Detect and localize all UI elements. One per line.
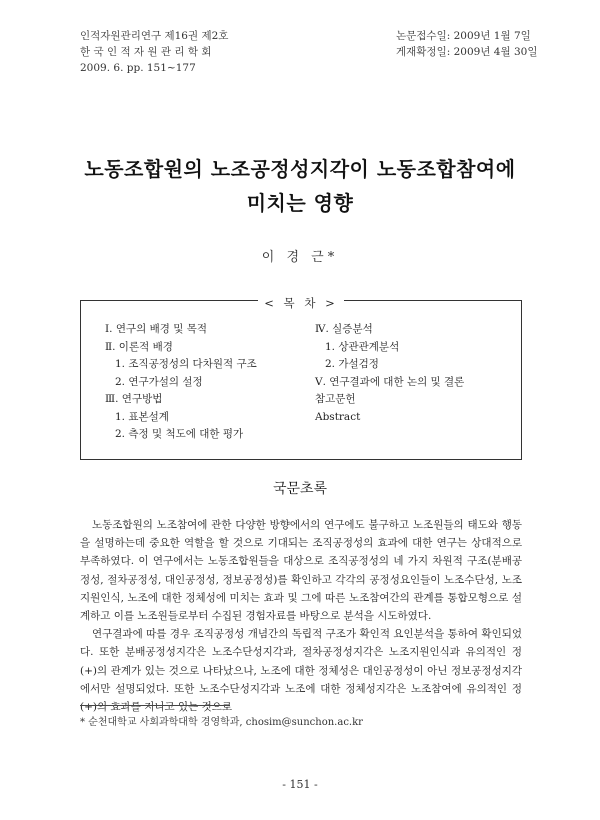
received-date: 논문접수일: 2009년 1월 7일	[396, 30, 531, 42]
page-number: - 151 -	[282, 778, 318, 791]
toc-item: 2. 가설검정	[325, 358, 379, 370]
toc-left-column	[105, 321, 257, 444]
paper-title	[0, 152, 600, 220]
title-line-2: 미치는 영향	[246, 191, 354, 215]
toc-label	[81, 292, 521, 311]
accepted-date: 게재확정일: 2009년 4월 30일	[396, 46, 538, 58]
toc-item: Ⅲ. 연구방법	[105, 393, 163, 405]
abstract-body	[80, 516, 522, 716]
title-line-1: 노동조합원의 노조공정성지각이 노동조합참여에	[84, 157, 516, 181]
journal-info	[80, 28, 228, 76]
abstract-paragraph: 연구결과에 따를 경우 조직공정성 개념간의 독립적 구조가 확인적 요인분석을 통하여 확인되었다. 또한 분배공정성지각은 노조수단성지각과, 절차공정성지각은 노조지원인식과 유의적인 정(+)의 관계가 있는 것으로 나타났으나, 노조에 대한 정체성은 대인공정성이 아닌 정보공정성지각에서만 설명되었다. 또한 노조수단성지각과 노조에 대한 정체성지각은 노조참여에 유의적인 정(+)의 효과를 지니고 있는 것으로	[80, 628, 522, 714]
submission-info	[396, 28, 537, 60]
journal-name: 인적자원관리연구 제16권 제2호	[80, 30, 229, 42]
toc-item: Ⅴ. 연구결과에 대한 논의 및 결론	[315, 375, 465, 388]
toc-item: Ⅳ. 실증분석	[315, 323, 373, 335]
toc-right-column	[315, 321, 464, 426]
toc-item: 참고문헌	[315, 393, 356, 405]
toc-item: Ⅰ. 연구의 배경 및 목적	[105, 323, 207, 335]
author: 이 경 근*	[261, 250, 339, 265]
footnote-rule	[80, 705, 230, 706]
footnote: * 순천대학교 사회과학대학 경영학과, chosim@sunchon.ac.kr	[80, 717, 363, 728]
toc-item: 2. 연구가설의 설정	[115, 375, 203, 388]
toc-item: 2. 측정 및 척도에 대한 평가	[115, 428, 244, 440]
issue-pages: 2009. 6. pp. 151∼177	[80, 62, 196, 74]
toc-item: 1. 상관관계분석	[325, 340, 400, 353]
table-of-contents	[80, 296, 522, 460]
toc-item: 1. 조직공정성의 다차원적 구조	[115, 358, 257, 370]
toc-item: Abstract	[315, 410, 361, 423]
toc-label-text: < 목 차 >	[258, 296, 343, 310]
toc-item: 1. 표본설계	[115, 410, 169, 423]
toc-item: Ⅱ. 이론적 배경	[105, 340, 173, 353]
abstract-heading: 국문초록	[272, 481, 328, 497]
abstract-paragraph: 노동조합원의 노조참여에 관한 다양한 방향에서의 연구에도 불구하고 노조원들의 태도와 행동을 설명하는데 중요한 역할을 할 것으로 기대되는 조직공정성의 효과에 대한 연구는 상대적으로 부족하였다. 이 연구에서는 노동조합원들을 대상으로 조직공정성의 네 가지 차원적 구조(분배공정성, 절차공정성, 대인공정성, 정보공정성)를 확인하고 각각의 공정성요인들이 노조수단성, 노조지원인식, 노조에 대한 정체성에 미치는 효과 및 그에 따른 노조참여간의 관계를 통합모형으로 설계하고 이를 노조원들로부터 수집된 경험자료를 바탕으로 분석을 시도하였다.	[80, 519, 522, 623]
society-name: 한 국 인 적 자 원 관 리 학 회	[80, 46, 212, 58]
